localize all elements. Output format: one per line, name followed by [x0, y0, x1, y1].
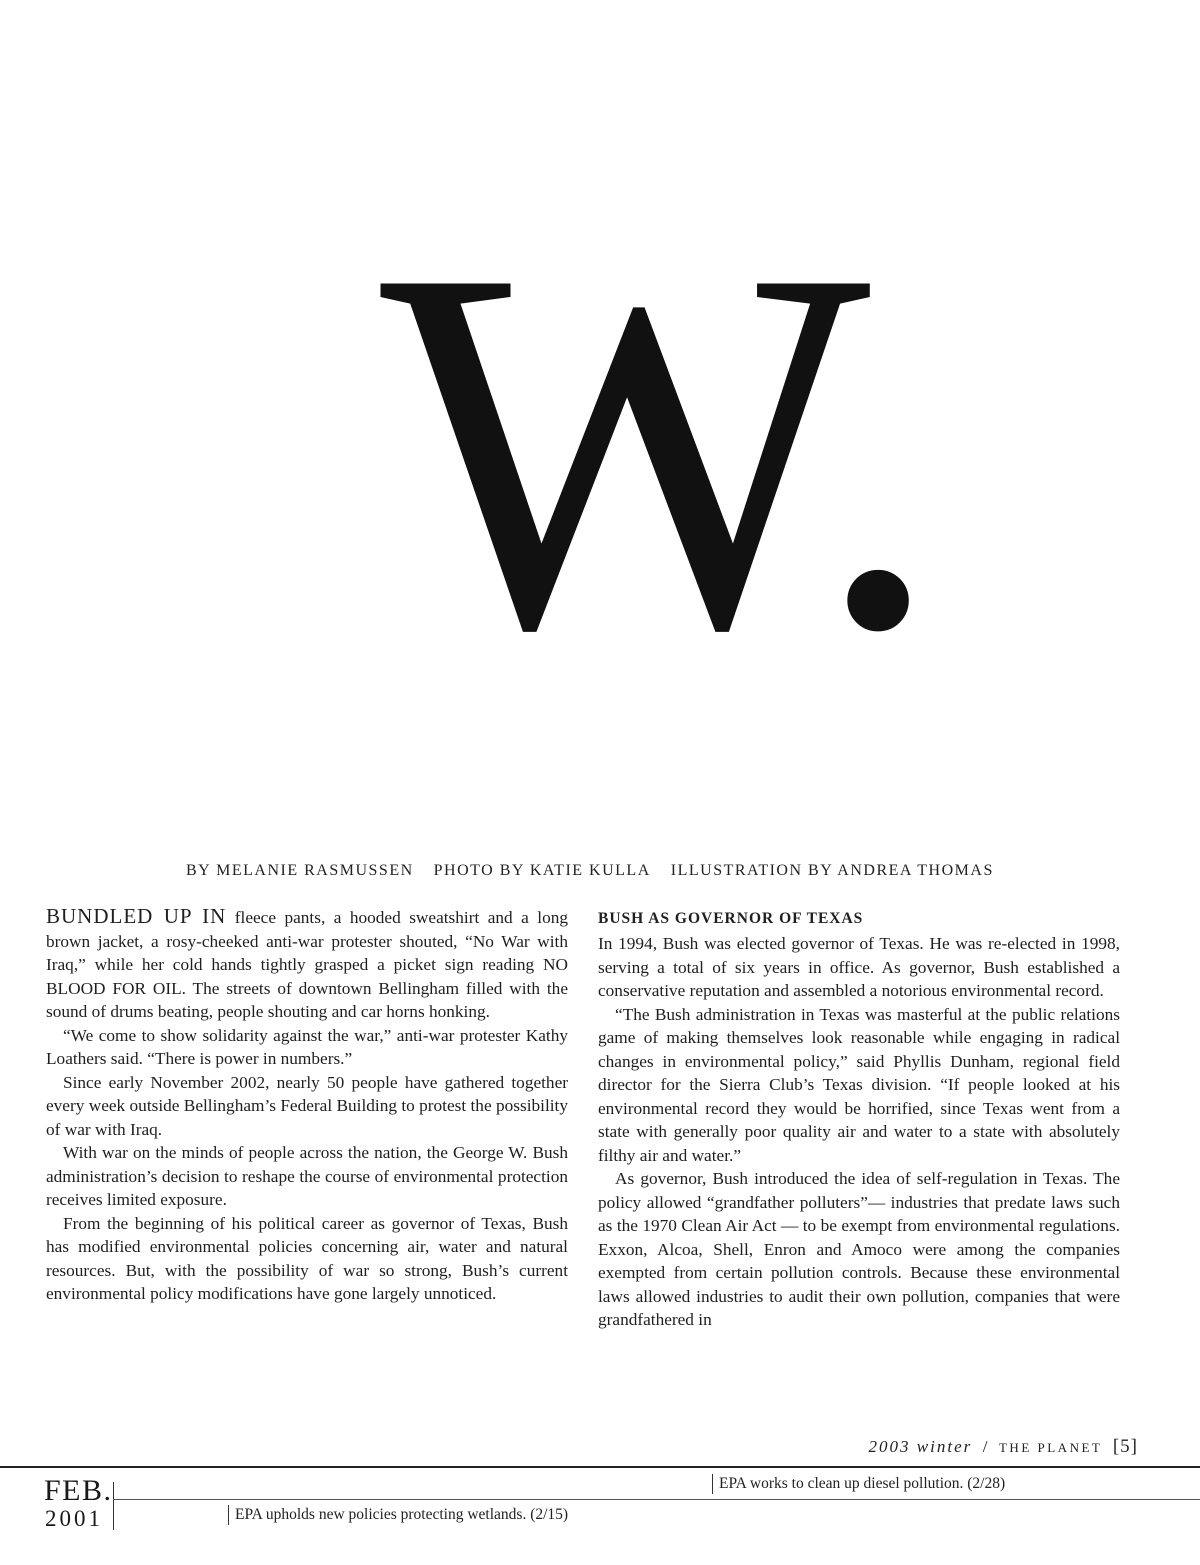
- page-footer: [869, 1436, 1138, 1458]
- timeline-axis: [113, 1499, 1200, 1500]
- timeline-event: EPA upholds new policies protecting wetlands. (2/15): [228, 1505, 568, 1525]
- paragraph: With war on the minds of people across the nation, the George W. Bush administration’s decision to reshape the course of environmental protection receives limited exposure.: [46, 1143, 568, 1209]
- section-heading: BUSH AS GOVERNOR OF TEXAS: [598, 910, 864, 927]
- paragraph: BUNDLED UP IN fleece pants, a hooded sweatshirt and a long brown jacket, a rosy-cheeked anti-war protester shouted, “No War with Iraq,” while her cold hands tightly grasped a picket sign reading NO BLOOD FOR OIL. The streets of downtown Bellingham filled with the sound of drums beating, people shouting and car horns honking.: [46, 904, 568, 1021]
- footer-separator: /: [982, 1437, 989, 1456]
- magazine-name: THE PLANET: [998, 1440, 1103, 1455]
- timeline-month: FEB.: [44, 1474, 113, 1507]
- page-number: [5]: [1112, 1436, 1138, 1457]
- paragraph: As governor, Bush introduced the idea of self-regulation in Texas. The policy allowed “grandfather polluters”— industries that predate laws such as the 1970 Clean Air Act — to be exempt from environmental regulations. Exxon, Alcoa, Shell, Enron and Amoco were among the companies exempted from certain pollution controls. Because these environmental laws allowed industries to audit their own pollution, companies that were grandfathered in: [598, 1169, 1120, 1329]
- illustration-credit: ILLUSTRATION BY ANDREA THOMAS: [670, 862, 994, 879]
- issue-season: 2003 winter: [868, 1437, 973, 1456]
- right-column: [598, 906, 1120, 1332]
- paragraph: “We come to show solidarity against the war,” anti-war protester Kathy Loathers said. “There is power in numbers.”: [46, 1025, 568, 1068]
- lead-in: BUNDLED UP IN: [46, 904, 227, 928]
- timeline-event: EPA works to clean up diesel pollution. (2/28): [712, 1474, 1005, 1494]
- paragraph: In 1994, Bush was elected governor of Texas. He was re-elected in 1998, serving a total of six years in office. As governor, Bush established a conservative reputation and assembled a notorious environmental record.: [598, 934, 1120, 1000]
- title-glyph: W.: [380, 162, 934, 737]
- photo-credit: PHOTO BY KATIE KULLA: [433, 862, 651, 879]
- article-credits: [186, 862, 994, 880]
- timeline-year: 2001: [45, 1506, 103, 1531]
- byline: BY MELANIE RASMUSSEN: [186, 862, 414, 879]
- footer-rule: [0, 1466, 1200, 1468]
- paragraph: From the beginning of his political career as governor of Texas, Bush has modified environmental policies concerning air, water and natural resources. But, with the possibility of war so strong, Bush’s current environmental policy modifications have gone largely unnoticed.: [46, 1213, 568, 1303]
- timeline-divider: [113, 1482, 114, 1530]
- paragraph: “The Bush administration in Texas was masterful at the public relations game of making themselves look reasonable while engaging in radical changes in environmental policy,” said Phyllis Dunham, regional field director for the Sierra Club’s Texas division. “If people looked at his environmental record they would be horrified, since Texas went from a state with generally poor quality air and water to a state with absolutely filthy air and water.”: [598, 1004, 1120, 1165]
- left-column: [46, 905, 568, 1306]
- paragraph: Since early November 2002, nearly 50 people have gathered together every week outside Bellingham’s Federal Building to protest the possibility of war with Iraq.: [46, 1072, 568, 1139]
